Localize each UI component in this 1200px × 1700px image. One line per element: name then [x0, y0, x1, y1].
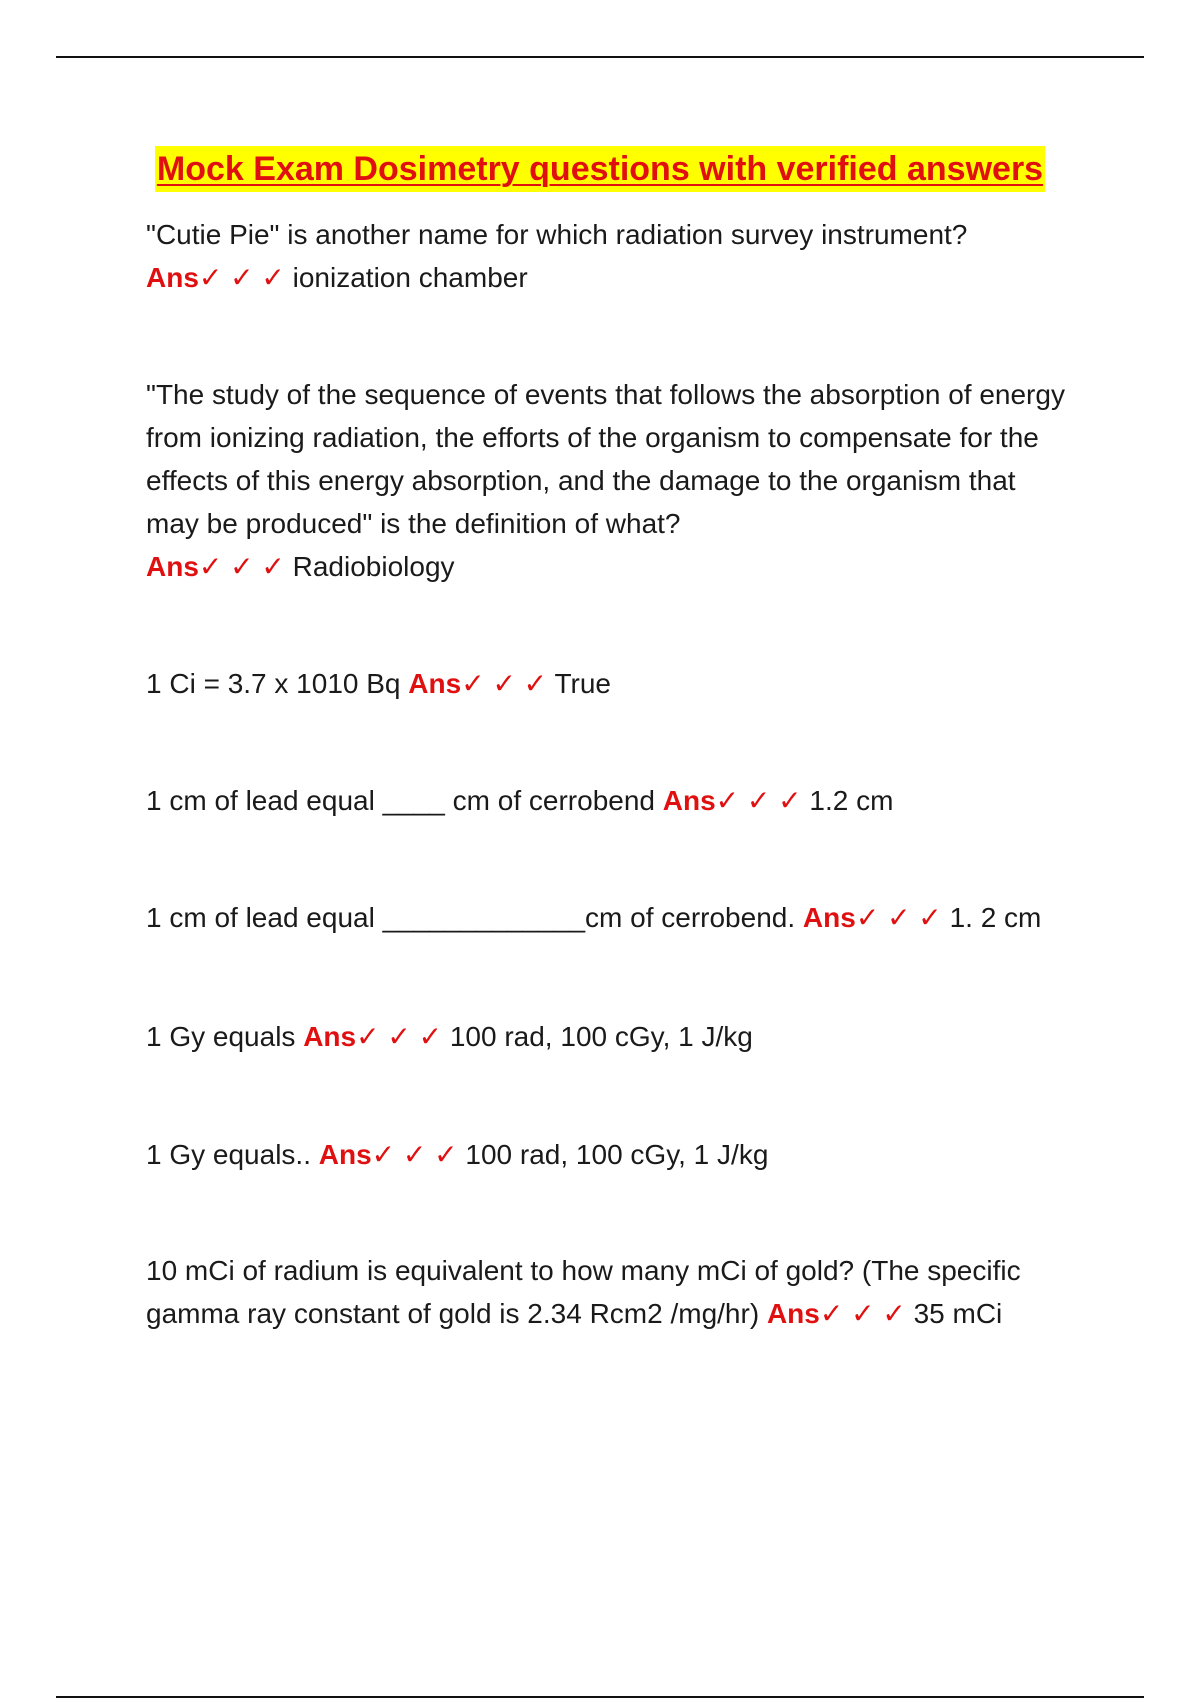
qa-item-5 [146, 896, 1076, 939]
question-text: "The study of the sequence of events that follows the absorption of energy from ionizing radiation, the efforts of the organism to compensate for the effects of this energy absorption, and the damage to the organism that may be produced" is the definition of what? [146, 379, 1065, 539]
qa-item-6 [146, 1015, 1076, 1058]
check-marks-icon: ✓ ✓ ✓ [715, 785, 802, 816]
qa-item-8 [146, 1249, 1076, 1335]
document-title: Mock Exam Dosimetry questions with verified answers [155, 146, 1045, 192]
answer-label: Ans [318, 1139, 372, 1170]
answer-label: Ans [303, 1021, 357, 1052]
answer-label: Ans [766, 1298, 820, 1329]
qa-item-2 [146, 373, 1076, 588]
answer-text: ionization chamber [292, 262, 528, 293]
check-marks-icon: ✓ ✓ ✓ [371, 1139, 458, 1170]
check-marks-icon: ✓ ✓ ✓ [198, 262, 285, 293]
question-text: 1 Gy equals [146, 1021, 296, 1052]
answer-text: 100 rad, 100 cGy, 1 J/kg [449, 1021, 753, 1052]
qa-item-1 [146, 213, 1076, 299]
answer-text: 100 rad, 100 cGy, 1 J/kg [465, 1139, 769, 1170]
answer-label: Ans [146, 262, 199, 293]
question-text: 1 cm of lead equal _____________cm of cerrobend. [146, 902, 796, 933]
answer-text: Radiobiology [292, 551, 455, 582]
check-marks-icon: ✓ ✓ ✓ [819, 1298, 906, 1329]
answer-label: Ans [146, 551, 199, 582]
bottom-rule [56, 1696, 1144, 1698]
check-marks-icon: ✓ ✓ ✓ [356, 1021, 443, 1052]
question-text: 10 mCi of radium is equivalent to how many mCi of gold? (The specific gamma ray constant of gold is 2.34 Rcm2 /mg/hr) [146, 1255, 1021, 1329]
question-text: 1 Ci = 3.7 x 1010 Bq [146, 668, 401, 699]
question-text: 1 cm of lead equal ____ cm of cerrobend [146, 785, 655, 816]
qa-item-3 [146, 662, 1076, 705]
check-marks-icon: ✓ ✓ ✓ [855, 902, 942, 933]
question-text: "Cutie Pie" is another name for which radiation survey instrument? [146, 219, 968, 250]
answer-text: 1.2 cm [809, 785, 894, 816]
answer-label: Ans [662, 785, 716, 816]
answer-label: Ans [408, 668, 462, 699]
answer-label: Ans [802, 902, 856, 933]
top-rule [56, 56, 1144, 58]
qa-item-4 [146, 779, 1076, 822]
question-text: 1 Gy equals.. [146, 1139, 311, 1170]
check-marks-icon: ✓ ✓ ✓ [461, 668, 548, 699]
answer-text: 1. 2 cm [949, 902, 1042, 933]
qa-item-7 [146, 1133, 1076, 1176]
answer-text: 35 mCi [913, 1298, 1003, 1329]
title-container [0, 146, 1200, 192]
answer-text: True [554, 668, 611, 699]
check-marks-icon: ✓ ✓ ✓ [198, 551, 285, 582]
